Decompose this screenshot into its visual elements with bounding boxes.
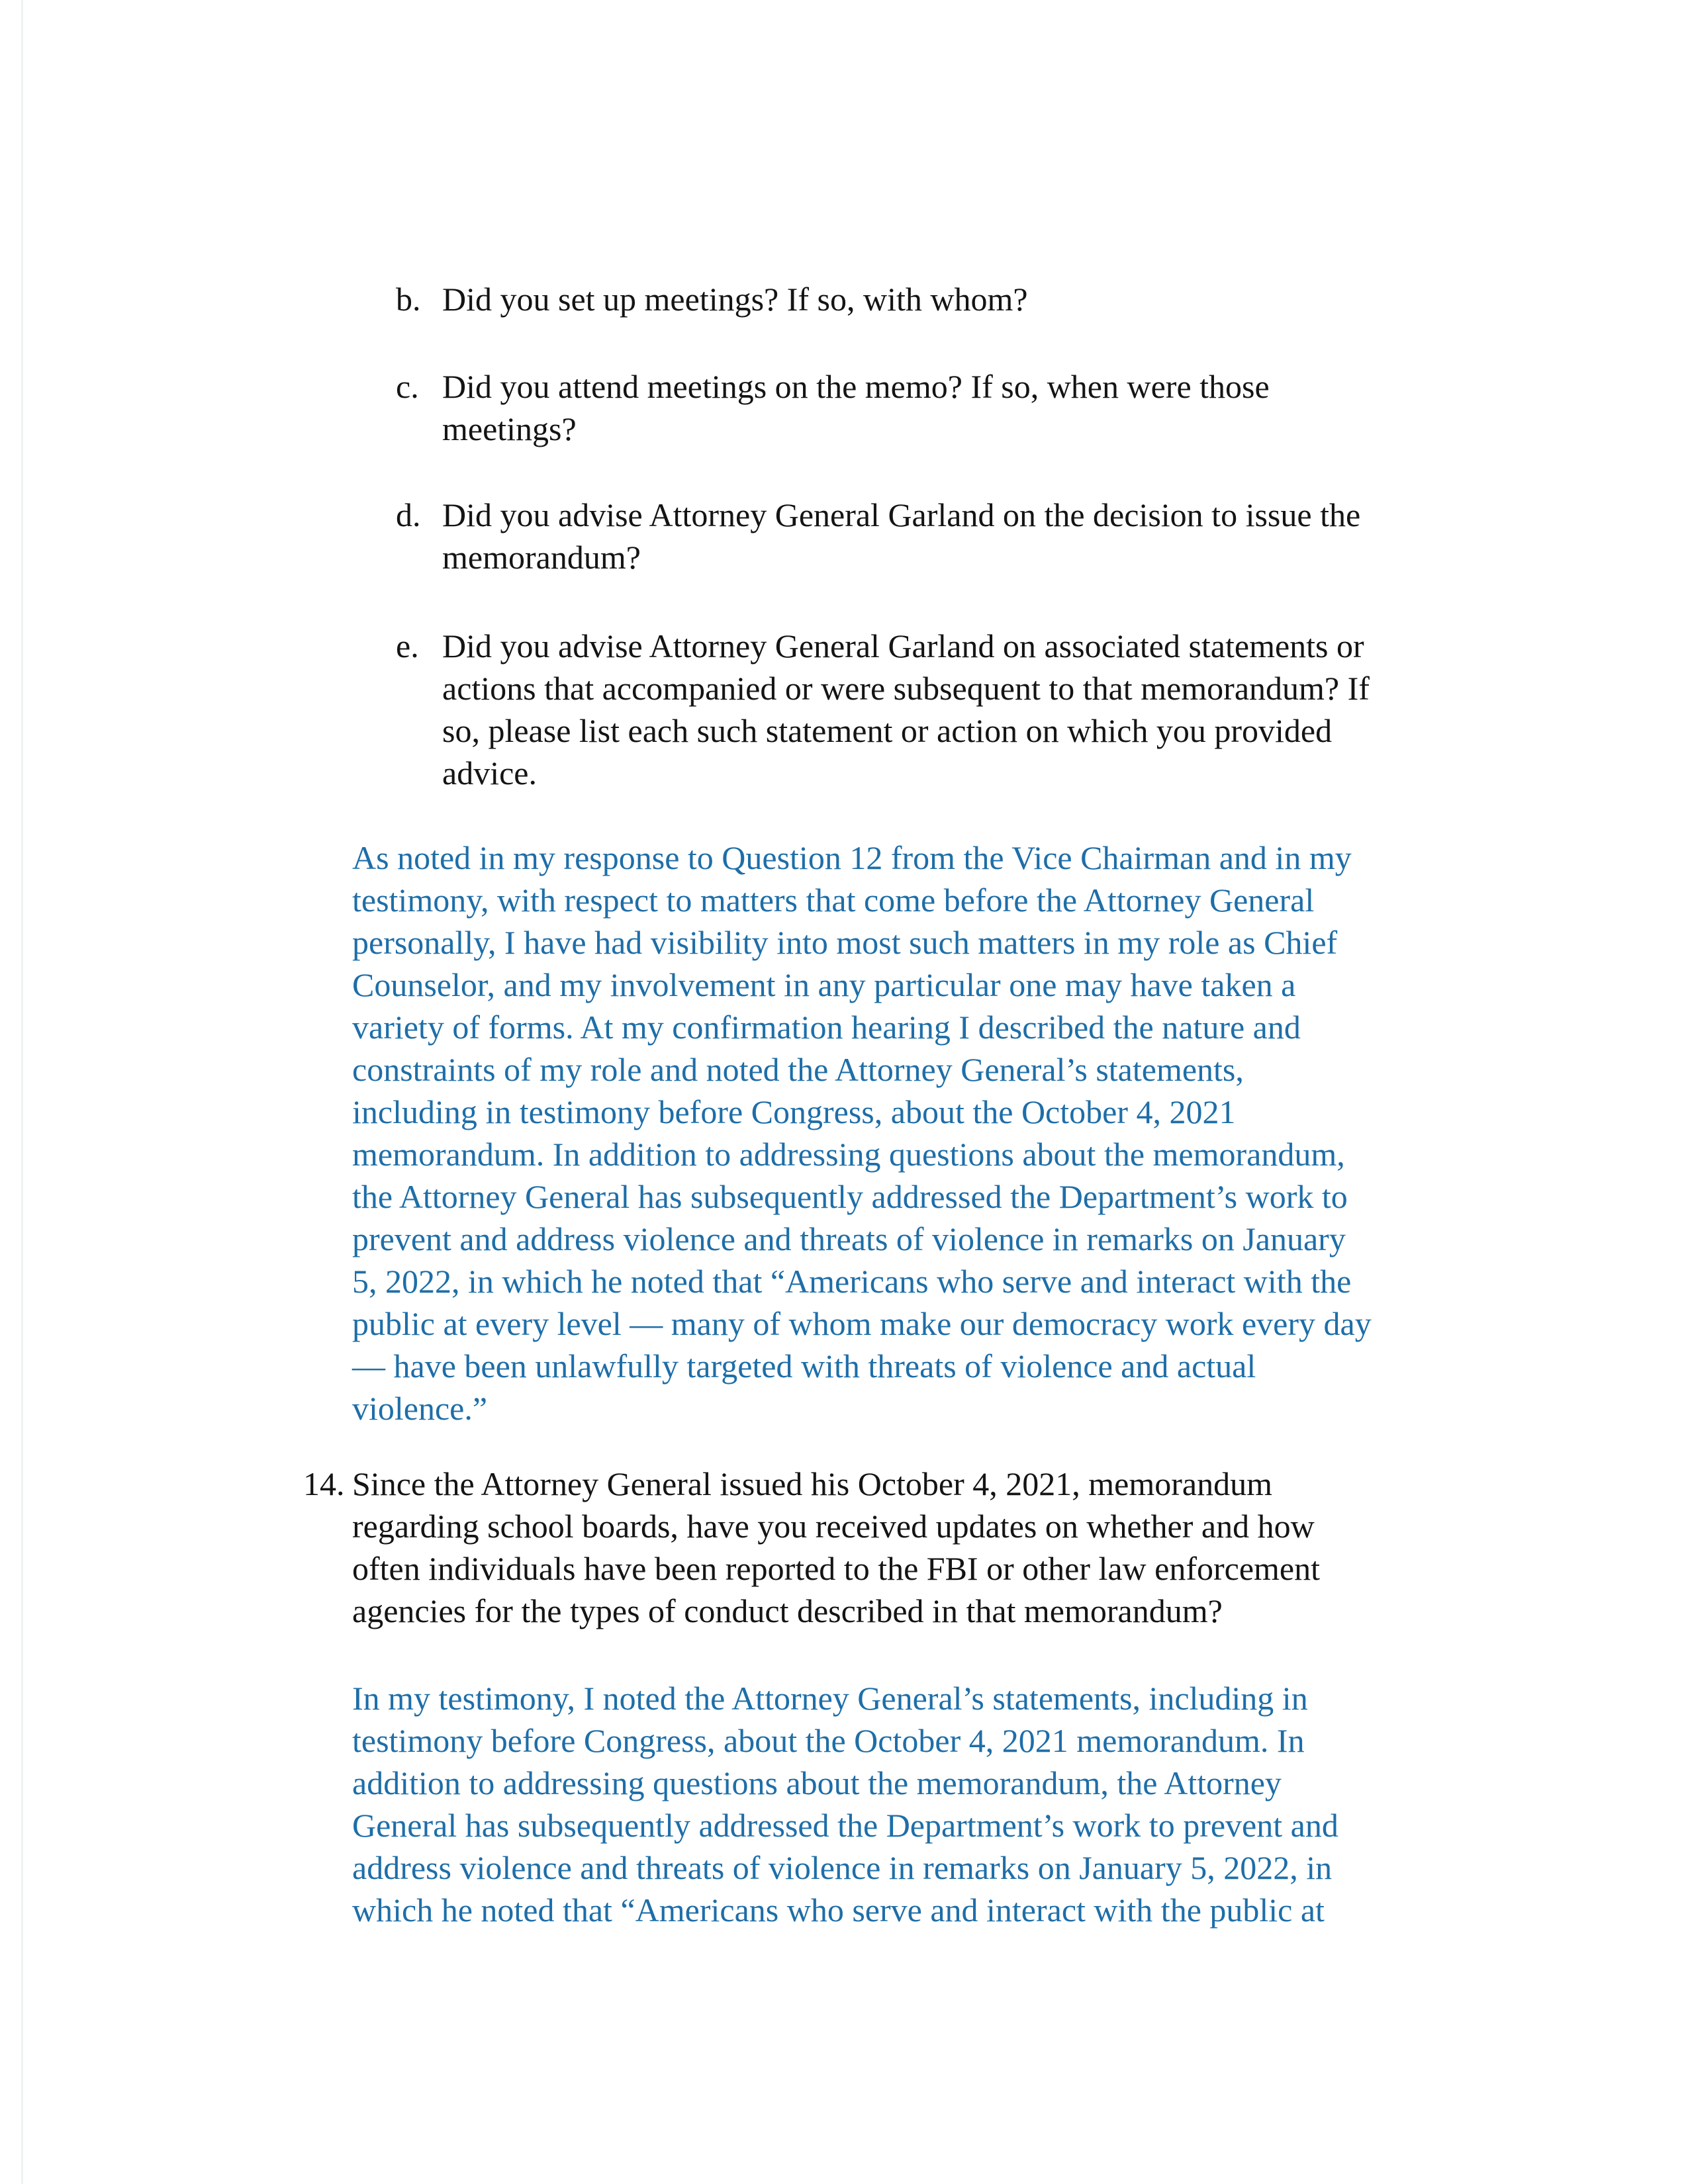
question-14 xyxy=(303,1463,1534,1635)
question-text: Since the Attorney General issued his October 4, 2021, memorandum regarding school boards, have you received updates on whether and how often individuals have been reported to the FBI or other law enforcement agencies for the types of conduct described in that memorandum? xyxy=(352,1465,1321,1629)
response-14: In my testimony, I noted the Attorney General’s statements, including in testimony before Congress, about the October 4, 2021 memorandum. In addition to addressing questions about the memorandum, the Attorney General has subsequently addressed the Department’s work to prevent and address violence and threats of violence in remarks on January 5, 2022, in which he noted that “Americans who serve and interact with the public at xyxy=(352,1680,1338,1929)
subquestion-text: Did you advise Attorney General Garland on the decision to issue the memorandum? xyxy=(442,496,1361,576)
subquestion-marker: b. xyxy=(396,281,421,318)
subquestion-e xyxy=(396,625,1521,797)
subquestion-marker: d. xyxy=(396,496,421,533)
response-13: As noted in my response to Question 12 from the Vice Chairman and in my testimony, with respect to matters that come before the Attorney General personally, I have had visibility into most such matters in my role as Chief Counselor, and my involvement in any particular one may have taken a variety of forms. At my confirmation hearing I described the nature and constraints of my role and noted the Attorney General’s statements, including in testimony before Congress, about the October 4, 2021 memorandum. In addition to addressing questions about the memorandum, the Attorney General has subsequently addressed the Department’s work to prevent and address violence and threats of violence in remarks on January 5, 2022, in which he noted that “Americans who serve and interact with the public at every level — many of whom make our democracy work every day — have been unlawfully targeted with threats of violence and actual violence.” xyxy=(352,839,1372,1427)
subquestion-text: Did you set up meetings? If so, with whom? xyxy=(442,281,1028,318)
subquestion-b xyxy=(396,278,1521,324)
subquestion-d xyxy=(396,494,1521,580)
subquestion-text: Did you advise Attorney General Garland on associated statements or actions that accompanied or were subsequent to that memorandum? If so, please list each such statement or action on which you provided advice. xyxy=(442,627,1370,792)
subquestion-c xyxy=(396,365,1521,451)
subquestion-marker: c. xyxy=(396,368,419,405)
question-number: 14. xyxy=(303,1465,345,1502)
subquestion-text: Did you attend meetings on the memo? If so, when were those meetings? xyxy=(442,368,1270,447)
subquestion-marker: e. xyxy=(396,627,419,664)
scan-edge xyxy=(21,0,23,2184)
